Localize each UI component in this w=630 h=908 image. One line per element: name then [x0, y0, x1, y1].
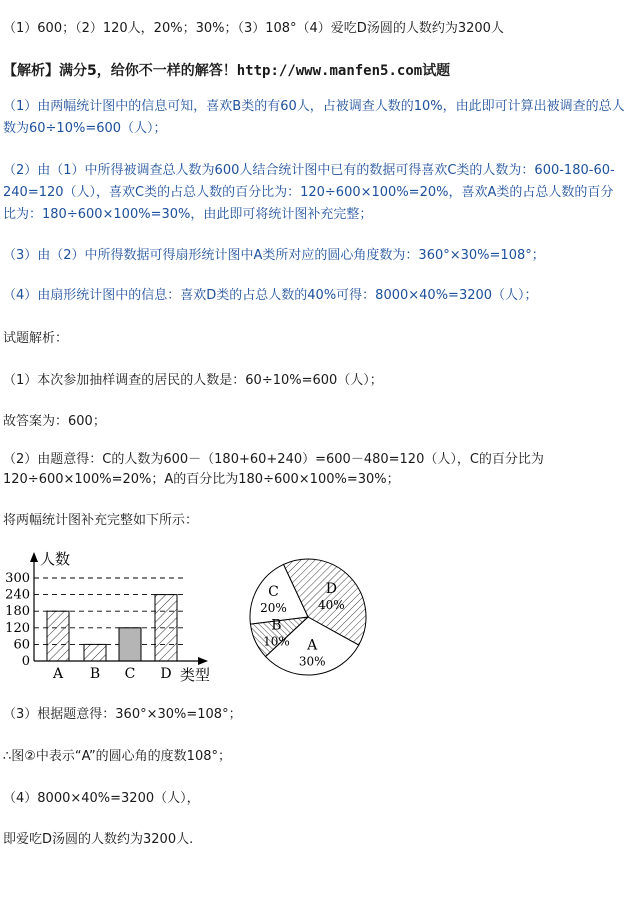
solution-figure-intro: 将两幅统计图补充完整如下所示： — [3, 513, 199, 528]
solution-answer1: 故答案为：600； — [3, 414, 106, 429]
solution-step2: （2）由题意得：C的人数为600－（180+60+240）=600－480=120（人），C的百分比为120÷600×100%=20%；A的百分比为180÷600×100%=30%； — [3, 452, 544, 487]
y-tick-label: 240 — [5, 587, 30, 603]
bar-d — [155, 595, 177, 661]
y-tick-label: 300 — [5, 571, 30, 586]
x-tick-label: A — [52, 666, 64, 682]
analysis-p1: （1）由两幅统计图中的信息可知，喜欢B类的有60人，占被调查人数的10%，由此即可计算出被调查的总人数为60÷10%=600（人）； — [3, 99, 625, 136]
solution-final: 即爱吃D汤圆的人数约为3200人. — [3, 832, 194, 847]
x-axis-arrow — [198, 657, 208, 665]
y-tick-label: 0 — [21, 654, 30, 669]
y-tick-label: 120 — [5, 620, 30, 636]
bar-b — [84, 644, 106, 661]
header-suffix: 试题 — [422, 63, 451, 79]
solution-step3: （3）根据题意得：360°×30%=108°； — [3, 707, 242, 722]
header-url[interactable]: http://www.manfen5.com — [236, 63, 423, 79]
pie-percent-b: 10% — [263, 634, 290, 649]
header-prefix: 【解析】满分5，给你不一样的解答！ — [3, 63, 237, 79]
x-tick-label: B — [89, 666, 101, 682]
pie-percent-d: 40% — [317, 598, 345, 613]
y-tick-label: 60 — [13, 637, 30, 653]
analysis-p4: （4）由扇形统计图中的信息：喜欢D类的占总人数的40%可得：8000×40%=3200（人）； — [3, 288, 538, 303]
y-axis-label: 人数 — [40, 550, 71, 568]
bar-chart — [0, 548, 220, 688]
solution-step3-conclusion: ∴图②中表示“A”的圆心角的度数108°； — [3, 749, 231, 764]
analysis-header — [3, 62, 450, 80]
pie-percent-a: 30% — [298, 654, 326, 669]
pie-label-d: D — [325, 581, 337, 598]
x-tick-label: C — [124, 666, 136, 682]
pie-chart — [244, 553, 374, 683]
x-axis-label: 类型 — [180, 666, 211, 684]
bar-a — [47, 611, 69, 661]
analysis-p3: （3）由（2）中所得数据可得扇形统计图中A类所对应的圆心角度数为：360°×30%=108°； — [3, 248, 545, 263]
pie-label-c: C — [268, 583, 279, 600]
pie-percent-c: 20% — [260, 600, 287, 615]
pie-label-a: A — [307, 637, 318, 654]
analysis-p2: （2）由（1）中所得被调查总人数为600人结合统计图中已有的数据可得喜欢C类的人数为：600-180-60-240=120（人），喜欢C类的占总人数的百分比为：120÷600×100%=20%，喜欢A类的占总人数的百分比为：180÷600×100%=30%，由此即可将统计图补充完整； — [3, 163, 615, 222]
answer-line: （1）600；（2）120人，20%；30%；（3）108°（4）爱吃D汤圆的人数约为3200人 — [3, 21, 504, 36]
y-tick-label: 180 — [5, 604, 30, 620]
solution-title: 试题解析： — [3, 331, 69, 346]
pie-label-b: B — [271, 617, 282, 634]
bar-c — [119, 628, 141, 661]
solution-step4: （4）8000×40%=3200（人）， — [3, 791, 200, 806]
y-axis-arrow — [30, 552, 38, 562]
x-tick-label: D — [160, 666, 172, 682]
solution-step1: （1）本次参加抽样调查的居民的人数是：60÷10%=600（人）； — [3, 373, 383, 388]
